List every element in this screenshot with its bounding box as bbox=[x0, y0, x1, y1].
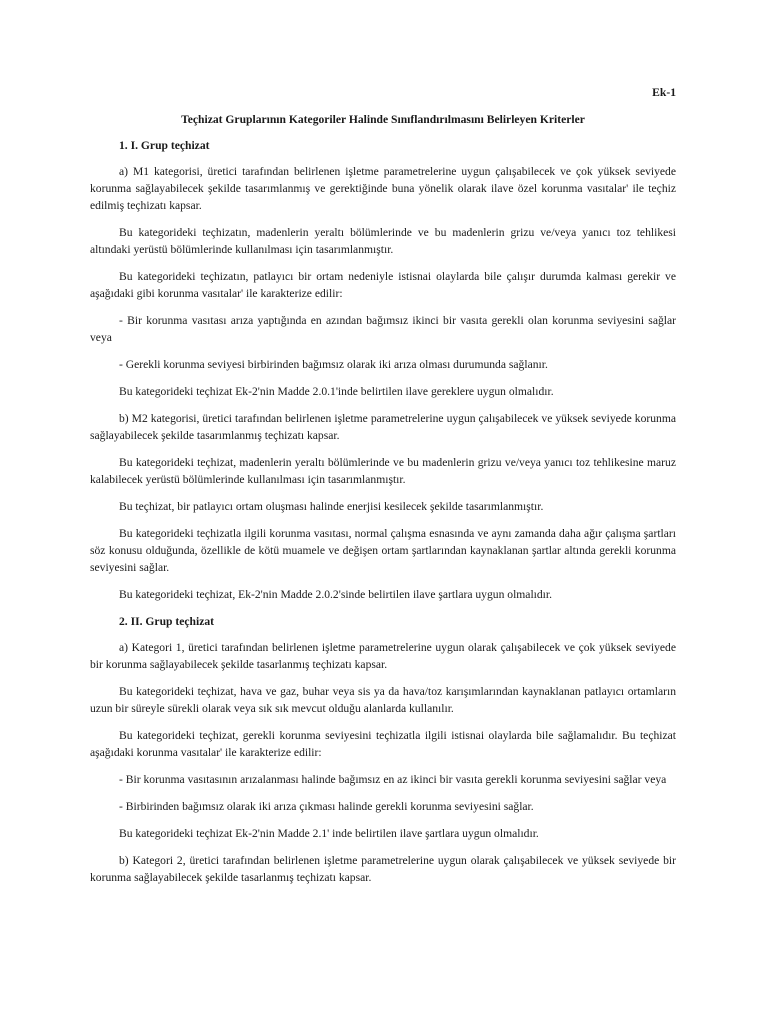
section-1-paragraph: Bu kategorideki teçhizat, madenlerin yeraltı bölümlerinde ve bu madenlerin grizu ve/veya yanıcı toz tehlikesine maruz kalabilecek yerüstü bölümlerinde kullanılması için tasarımlanmıştır. bbox=[90, 456, 676, 486]
section-1-paragraph: Bu kategorideki teçhizat, Ek-2'nin Madde 2.0.2'sinde belirtilen ilave şartlara uygun olmalıdır. bbox=[119, 588, 553, 601]
section-1-heading: 1. I. Grup teçhizat bbox=[119, 139, 210, 152]
section-2-paragraph: Bu kategorideki teçhizat Ek-2'nin Madde 2.1' inde belirtilen ilave şartlara uygun olmalıdır. bbox=[119, 827, 539, 840]
section-1-paragraph: Bu kategorideki teçhizat Ek-2'nin Madde 2.0.1'inde belirtilen ilave gereklere uygun olmalıdır. bbox=[119, 385, 554, 398]
section-2-paragraph: a) Kategori 1, üretici tarafından belirlenen işletme parametrelerine uygun olarak çalışabilecek ve çok yüksek seviyede bir korunma sağlayabilecek şekilde tasarlanmış teçhizatı kapsar. bbox=[90, 641, 676, 671]
section-1-paragraph: a) M1 kategorisi, üretici tarafından belirlenen işletme parametrelerine uygun çalışabilecek ve çok yüksek seviyede korunma sağlayabilecek şekilde tasarımlanmış ve gerektiğinde buna yönelik olarak ilave özel korunma vasıtalar' ile teçhiz edilmiş teçhizatı kapsar. bbox=[90, 165, 676, 212]
annex-label: Ek-1 bbox=[652, 86, 676, 99]
section-2-paragraph: Bu kategorideki teçhizat, gerekli korunma seviyesini teçhizatla ilgili istisnai olaylarda bile sağlamalıdır. Bu teçhizat aşağıdaki korunma vasıtalar' ile karakterize edilir: bbox=[90, 729, 676, 759]
section-2-paragraph: - Bir korunma vasıtasının arızalanması halinde bağımsız en az ikinci bir vasıta gerekli korunma seviyesini sağlar veya bbox=[119, 773, 667, 786]
section-1-paragraph: Bu kategorideki teçhizatın, madenlerin yeraltı bölümlerinde ve bu madenlerin grizu ve/veya yanıcı toz tehlikesi altındaki yerüstü bölümlerinde kullanılması için tasarımlanmıştır. bbox=[90, 226, 676, 256]
document-title: Teçhizat Gruplarının Kategoriler Halinde Sınıflandırılmasını Belirleyen Kriterler bbox=[181, 113, 585, 126]
section-1-paragraph: b) M2 kategorisi, üretici tarafından belirlenen işletme parametrelerine uygun çalışabilecek ve yüksek seviyede korunma sağlayabilecek şekilde tasarımlanmış teçhizatı kapsar. bbox=[90, 412, 676, 442]
section-2-paragraph: Bu kategorideki teçhizat, hava ve gaz, buhar veya sis ya da hava/toz karışımlarından kaynaklanan patlayıcı ortamların uzun bir süreyle sürekli olarak veya sık sık mevcut olduğu alanlarda kullanılır. bbox=[90, 685, 676, 715]
section-1-paragraph: - Gerekli korunma seviyesi birbirinden bağımsız olarak iki arıza olması durumunda sağlanır. bbox=[119, 358, 548, 371]
section-2-paragraph: b) Kategori 2, üretici tarafından belirlenen işletme parametrelerine uygun olarak çalışabilecek ve yüksek seviyede bir korunma sağlayabilecek şekilde tasarlanmış teçhizatı kapsar. bbox=[90, 854, 676, 884]
section-2-heading: 2. II. Grup teçhizat bbox=[119, 615, 214, 628]
section-1-paragraph: - Bir korunma vasıtası arıza yaptığında en azından bağımsız ikinci bir vasıta gerekli olan korunma seviyesini sağlar veya bbox=[90, 314, 676, 344]
document-page bbox=[90, 84, 676, 896]
section-1-paragraph: Bu teçhizat, bir patlayıcı ortam oluşması halinde enerjisi kesilecek şekilde tasarımlanmıştır. bbox=[119, 500, 544, 513]
section-2-paragraph: - Birbirinden bağımsız olarak iki arıza çıkması halinde gerekli korunma seviyesini sağlar. bbox=[119, 800, 534, 813]
section-1-paragraph: Bu kategorideki teçhizatın, patlayıcı bir ortam nedeniyle istisnai olaylarda bile çalışır durumda kalması gerekir ve aşağıdaki gibi korunma vasıtalar' ile karakterize edilir: bbox=[90, 270, 676, 300]
section-1-paragraph: Bu kategorideki teçhizatla ilgili korunma vasıtası, normal çalışma esnasında ve aynı zamanda daha ağır çalışma şartları söz konusu olduğunda, özellikle de kötü muamele ve değişen ortam şartlarından kaynaklanan şartlar altında gerekli korunma seviyesini sağlar. bbox=[90, 527, 676, 574]
